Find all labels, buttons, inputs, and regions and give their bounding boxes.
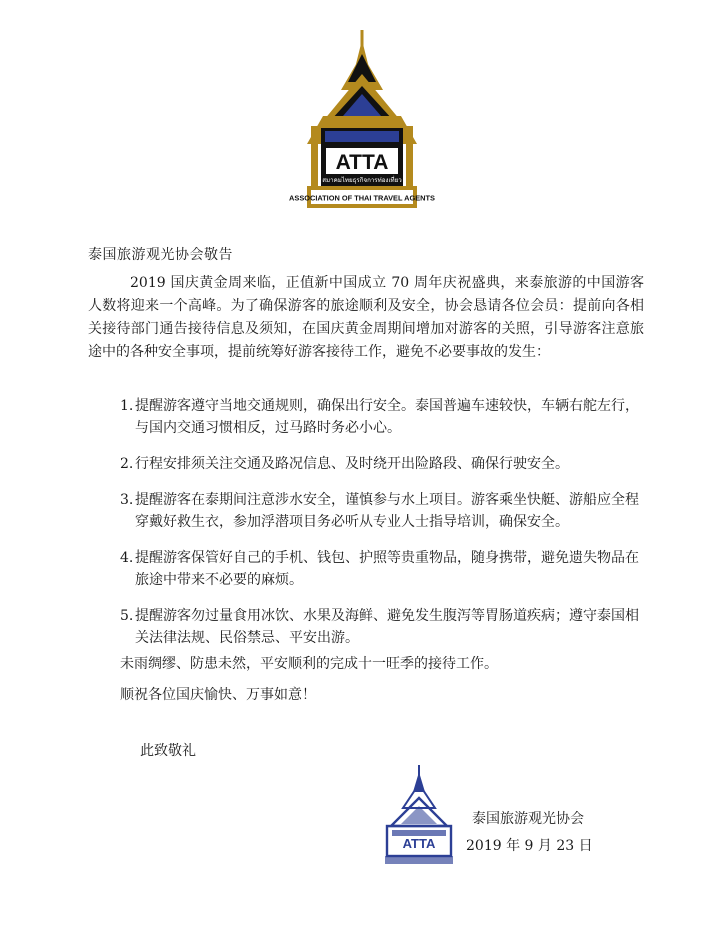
logo-english-name: ASSOCIATION OF THAI TRAVEL AGENTS bbox=[289, 193, 435, 203]
item-number: 4. bbox=[120, 550, 134, 566]
atta-logo bbox=[289, 28, 435, 218]
item-number: 2. bbox=[120, 456, 134, 472]
item-text: 提醒游客在泰期间注意涉水安全，谨慎参与水上项目。游客乘坐快艇、游船应全程穿戴好救生衣，参加浮潜项目务必听从专业人士指导培训，确保安全。 bbox=[135, 492, 639, 530]
item-text: 行程安排须关注交通及路况信息、及时绕开出险路段、确保行驶安全。 bbox=[135, 456, 569, 472]
logo-thai-name: สมาคมไทยธุรกิจการท่องเที่ยว bbox=[322, 177, 402, 184]
list-item bbox=[120, 605, 640, 649]
notice-list bbox=[120, 395, 640, 663]
stamp-letters: ATTA bbox=[402, 836, 436, 851]
list-item bbox=[120, 547, 640, 591]
closing-line-1: 未雨绸缪、防患未然，平安顺利的完成十一旺季的接待工作。 bbox=[120, 656, 498, 672]
item-text: 提醒游客遵守当地交通规则，确保出行安全。泰国普遍车速较快，车辆右舵左行，与国内交通习惯相反，过马路时务必小心。 bbox=[135, 398, 639, 436]
list-item bbox=[120, 453, 640, 475]
item-number: 3. bbox=[120, 492, 134, 508]
regards: 此致敬礼 bbox=[140, 743, 196, 759]
closing-line-2: 顺祝各位国庆愉快、万事如意！ bbox=[120, 687, 316, 703]
stamp-logo bbox=[383, 764, 455, 866]
list-item bbox=[120, 395, 640, 439]
signature-organization: 泰国旅游观光协会 bbox=[472, 811, 584, 827]
item-number: 1. bbox=[120, 398, 134, 414]
logo-letters: ATTA bbox=[335, 151, 389, 174]
item-text: 提醒游客保管好自己的手机、钱包、护照等贵重物品，随身携带，避免遗失物品在旅途中带来不必要的麻烦。 bbox=[135, 550, 639, 588]
item-text: 提醒游客勿过量食用冰饮、水果及海鲜、避免发生腹泻等胃肠道疾病；遵守泰国相关法律法规、民俗禁忌、平安出游。 bbox=[135, 608, 639, 646]
item-number: 5. bbox=[120, 608, 134, 624]
salutation: 泰国旅游观光协会敬告 bbox=[88, 247, 233, 263]
list-item bbox=[120, 489, 640, 533]
signature-date: 2019 年 9 月 23 日 bbox=[466, 838, 593, 854]
intro-paragraph: 2019 国庆黄金周来临，正值新中国成立 70 周年庆祝盛典，来泰旅游的中国游客人数将迎来一个高峰。为了确保游客的旅途顺利及安全，协会恳请各位会员：提前向各相关接待部门通告接待信息及须知，在国庆黄金周期间增加对游客的关照，引导游客注意旅途中的各种安全事项，提前统筹好游客接待工作，避免不必要事故的发生： bbox=[88, 275, 644, 360]
